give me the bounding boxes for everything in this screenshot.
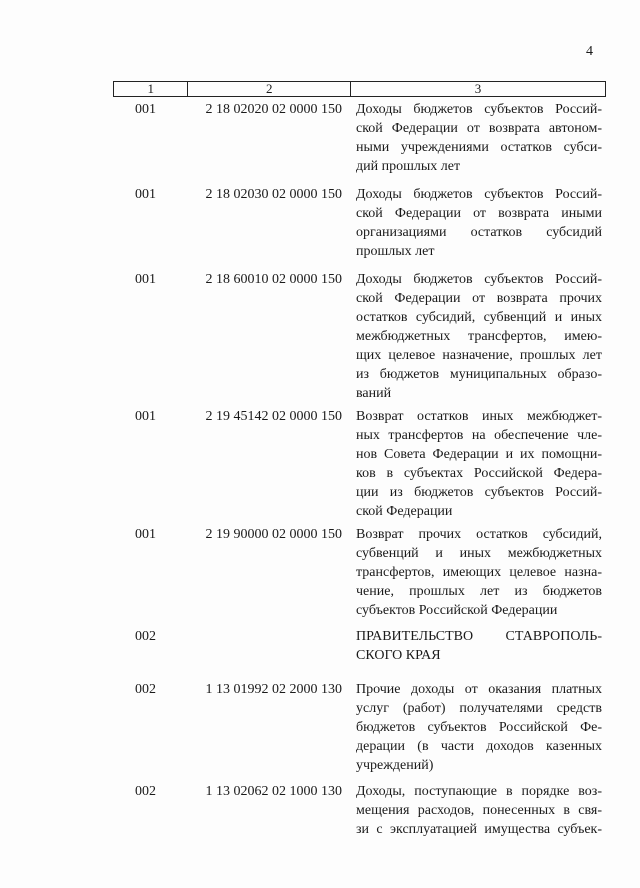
table-row [113,680,606,782]
description-line: Доходы, поступающие в порядке воз- [356,784,602,799]
description-line: Возврат прочих остатков субсидий, [356,527,602,542]
revenue-description [356,627,602,665]
description-line: ными учреждениями остатков субси- [356,140,602,155]
description-line: Доходы бюджетов субъектов Россий- [356,272,602,287]
table-row [113,627,606,680]
budget-classification-code: 2 18 02030 02 0000 150 [205,187,342,202]
description-line: Доходы бюджетов субъектов Россий- [356,102,602,117]
admin-code: 001 [135,527,156,542]
admin-code: 002 [135,629,156,644]
revenue-description [356,185,602,261]
revenue-description [356,525,602,620]
description-line: ской Федерации [356,504,453,519]
admin-code: 002 [135,682,156,697]
description-line: субвенций и иных межбюджетных [356,546,602,561]
column-header-3: 3 [351,82,606,97]
revenue-description [356,680,602,775]
description-line: учреждений) [356,758,434,773]
admin-code: 001 [135,409,156,424]
revenue-description [356,782,602,839]
budget-classification-code: 2 18 60010 02 0000 150 [205,272,342,287]
budget-classification-code: 1 13 01992 02 2000 130 [205,682,342,697]
description-line: бюджетов субъектов Российской Фе- [356,720,602,735]
description-line: остатков субсидий, субвенций и иных [356,310,602,325]
description-line: нов Совета Федерации и их помощни- [356,447,602,462]
admin-code: 002 [135,784,156,799]
description-line: услуг (работ) получателями средств [356,701,602,716]
budget-classification-code: 2 19 45142 02 0000 150 [205,409,342,424]
description-line: щих целевое назначение, прошлых лет [356,348,602,363]
description-line: Прочие доходы от оказания платных [356,682,602,697]
description-line: ных трансфертов на обеспечение чле- [356,428,602,443]
admin-code: 001 [135,187,156,202]
description-line: трансфертов, имеющих целевое назна- [356,565,602,580]
description-line: дерации (в части доходов казенных [356,739,602,754]
table-row [113,407,606,525]
page-number: 4 [586,44,593,59]
description-line: зи с эксплуатацией имущества субъек- [356,822,602,837]
revenue-description [356,407,602,521]
description-line: дий прошлых лет [356,159,461,174]
description-line: ваний [356,386,392,401]
revenue-description [356,270,602,403]
description-line: СКОГО КРАЯ [356,648,441,663]
table-row [113,782,606,842]
description-line: из бюджетов муниципальных образо- [356,367,602,382]
column-header-2: 2 [188,82,351,97]
description-line: ской Федерации от возврата автоном- [356,121,602,136]
column-header-1: 1 [114,82,188,97]
revenue-code-list [113,100,606,842]
column-header-row [113,81,606,97]
revenue-description [356,100,602,176]
admin-code: 001 [135,102,156,117]
table-row [113,100,606,185]
budget-classification-code: 2 19 90000 02 0000 150 [205,527,342,542]
description-line: Возврат остатков иных межбюджет- [356,409,602,424]
description-line: мещения расходов, понесенных в свя- [356,803,602,818]
table-row [113,185,606,270]
admin-code: 001 [135,272,156,287]
table-row [113,270,606,407]
budget-classification-code: 1 13 02062 02 1000 130 [205,784,342,799]
description-line: Доходы бюджетов субъектов Россий- [356,187,602,202]
description-line: ков в субъектах Российской Федера- [356,466,602,481]
table-row [113,525,606,627]
budget-classification-code: 2 18 02020 02 0000 150 [205,102,342,117]
description-line: ской Федерации от возврата иными [356,206,602,221]
description-line: прошлых лет [356,244,435,259]
description-line: ПРАВИТЕЛЬСТВО СТАВРОПОЛЬ- [356,629,602,644]
description-line: ции из бюджетов субъектов Россий- [356,485,602,500]
description-line: чение, прошлых лет из бюджетов [356,584,602,599]
description-line: межбюджетных трансфертов, имею- [356,329,602,344]
description-line: ской Федерации от возврата прочих [356,291,602,306]
description-line: организациями остатков субсидий [356,225,602,240]
description-line: субъектов Российской Федерации [356,603,558,618]
